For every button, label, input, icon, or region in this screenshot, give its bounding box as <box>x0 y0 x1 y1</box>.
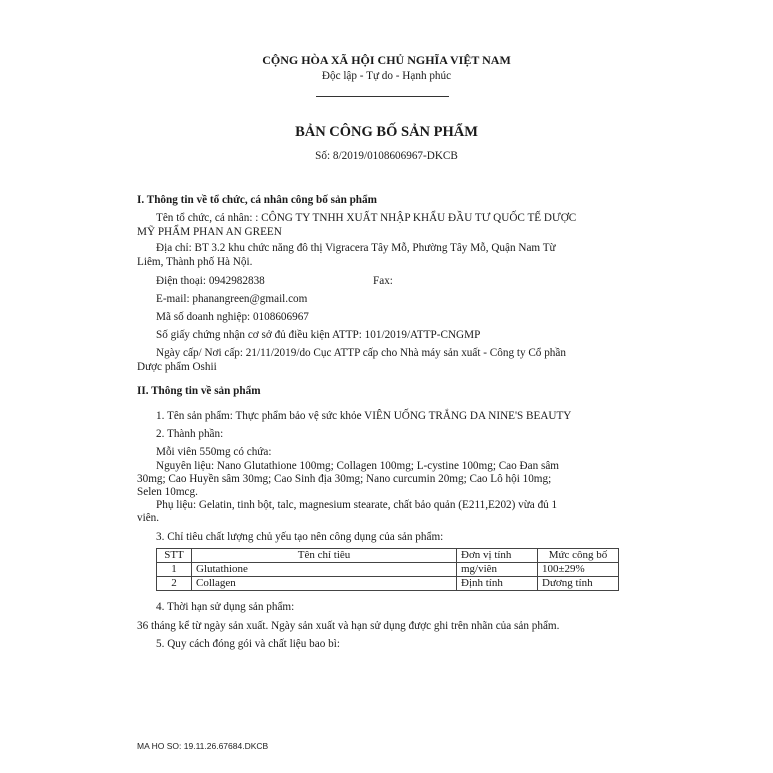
per-tablet: Mỗi viên 550mg có chứa: <box>156 446 272 458</box>
packaging-heading: 5. Quy cách đóng gói và chất liệu bao bì: <box>156 638 340 650</box>
table-header-cell: STT <box>157 549 192 563</box>
motto: Độc lập - Tự do - Hạnh phúc <box>321 70 452 82</box>
table-cell: Dương tính <box>538 577 619 591</box>
address-line1: Địa chỉ: BT 3.2 khu chức năng đô thị Vigracera Tây Mỗ, Phường Tây Mỗ, Quận Nam Từ <box>156 242 556 254</box>
ingredients-line2: 30mg; Cao Huyền sâm 30mg; Cao Sinh địa 30mg; Nano curcumin 20mg; Cao Lô hội 10mg; <box>137 473 552 485</box>
document-number: Số: 8/2019/0108606967-DKCB <box>315 150 458 162</box>
shelf-life-heading: 4. Thời hạn sử dụng sản phẩm: <box>156 601 295 613</box>
food-safety-cert: Số giấy chứng nhận cơ sở đủ điều kiện ATTP: 101/2019/ATTP-CNGMP <box>156 329 481 341</box>
table-row <box>157 577 619 591</box>
issue-info-line2: Dược phẩm Oshii <box>137 361 217 373</box>
table-header-cell: Mức công bố <box>538 549 619 563</box>
section2-heading: II. Thông tin về sản phẩm <box>137 385 261 397</box>
shelf-life-text: 36 tháng kể từ ngày sản xuất. Ngày sản xuất và hạn sử dụng được ghi trên nhãn của sản phẩm. <box>137 620 560 632</box>
table-cell: 100±29% <box>538 563 619 577</box>
header-divider <box>316 96 449 97</box>
table-cell: Collagen <box>192 577 457 591</box>
table-header-cell: Tên chỉ tiêu <box>192 549 457 563</box>
composition-heading: 2. Thành phần: <box>156 428 224 440</box>
table-cell: Glutathione <box>192 563 457 577</box>
quality-table <box>156 548 619 591</box>
ingredients-line1: Nguyên liệu: Nano Glutathione 100mg; Collagen 100mg; L-cystine 100mg; Cao Đan sâm <box>156 460 559 472</box>
section1-heading: I. Thông tin về tổ chức, cá nhân công bố sản phẩm <box>137 194 377 206</box>
table-header-row <box>157 549 619 563</box>
table-header-cell: Đơn vị tính <box>457 549 538 563</box>
file-number: MA HO SO: 19.11.26.67684.DKCB <box>137 741 269 751</box>
fax: Fax: <box>373 275 393 287</box>
nation-header: CỘNG HÒA XÃ HỘI CHỦ NGHĨA VIỆT NAM <box>262 53 511 67</box>
quality-criteria-heading: 3. Chỉ tiêu chất lượng chủ yếu tạo nên công dụng của sản phẩm: <box>156 531 444 543</box>
excipients-line2: viên. <box>137 512 160 524</box>
org-name-line1: Tên tổ chức, cá nhân: : CÔNG TY TNHH XUẤT NHẬP KHẨU ĐẦU TƯ QUỐC TẾ DƯỢC <box>156 212 577 224</box>
excipients-line1: Phụ liệu: Gelatin, tinh bột, talc, magnesium stearate, chất bảo quản (E211,E202) vừa đủ 1 <box>156 499 558 511</box>
table-cell: mg/viên <box>457 563 538 577</box>
phone: Điện thoại: 0942982838 <box>156 275 265 287</box>
product-name: 1. Tên sản phẩm: Thực phẩm bảo vệ sức khỏe VIÊN UỐNG TRẮNG DA NINE'S BEAUTY <box>156 410 572 422</box>
email: E-mail: phanangreen@gmail.com <box>156 293 308 305</box>
issue-info-line1: Ngày cấp/ Nơi cấp: 21/11/2019/do Cục ATTP cấp cho Nhà máy sản xuất - Công ty Cổ phần <box>156 347 566 359</box>
table-cell: 1 <box>157 563 192 577</box>
tax-code: Mã số doanh nghiệp: 0108606967 <box>156 311 309 323</box>
address-line2: Liêm, Thành phố Hà Nội. <box>137 256 253 268</box>
ingredients-line3: Selen 10mcg. <box>137 486 198 498</box>
org-name-line2: MỸ PHẨM PHAN AN GREEN <box>137 226 282 238</box>
table-cell: 2 <box>157 577 192 591</box>
table-row <box>157 563 619 577</box>
document-title: BẢN CÔNG BỐ SẢN PHẨM <box>295 124 478 140</box>
table-cell: Định tính <box>457 577 538 591</box>
